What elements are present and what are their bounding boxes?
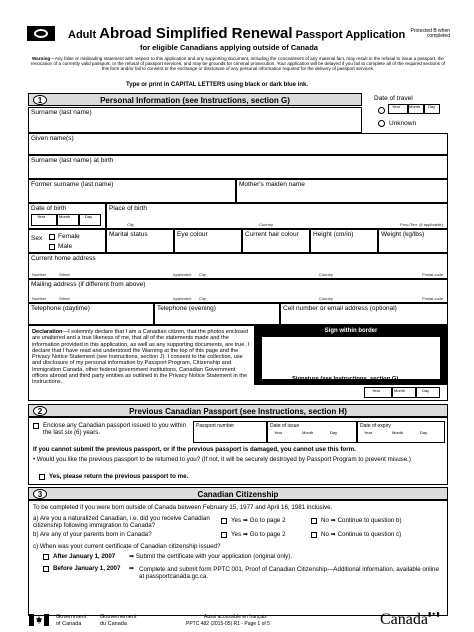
section-2-header [28,404,448,417]
qa-no-checkbox[interactable] [311,518,317,524]
form-logo-icon [27,26,55,41]
mothers-maiden-name-field[interactable]: Mother's maiden name [236,179,448,203]
page-title: Adult Abroad Simplified Renewal Passport Application [68,25,406,42]
male-checkbox[interactable] [49,244,55,250]
gov-en-line1: Government [56,614,87,620]
question-a: a) Are you a naturalized Canadian, i.e. did you receive Canadian citizenship following immigration to Canada? [33,515,210,529]
before-2007-text: Complete and submit form PPTC 001, Proof of Canadian Citizenship—Additional information, available online at passportcanada.gc.ca. [139,566,439,580]
return-passport-label: Yes, please return the previous passport to me. [49,473,189,480]
date-of-travel-radio[interactable] [378,107,385,114]
ink-instruction: Type or print in CAPITAL LETTERS using black or dark blue ink. [126,82,309,88]
citizenship-intro: To be completed if you were born outside of Canada between February 15, 1977 and April 16, 1981 inclusive. [33,504,333,511]
gov-fr-line2: du Canada [100,621,127,627]
qb-yes-label: Yes ➡ Go to page 2 [231,531,286,538]
telephone-daytime-field[interactable]: Telephone (daytime) [28,303,154,325]
french-available-note: Aussi accessible en français [204,614,267,620]
before-2007-label: Before January 1, 2007 [53,565,121,572]
protected-note: Protected B when completed [410,28,450,39]
date-of-travel-label: Date of travel [374,95,413,102]
qa-yes-checkbox[interactable] [221,518,227,524]
signature-date-box[interactable] [256,385,446,399]
sig-month-label: Month [394,388,406,393]
qa-yes-label: Yes ➡ Go to page 2 [231,517,286,524]
date-of-travel-box [364,93,448,133]
given-names-field[interactable]: Given name(s) [28,133,448,155]
section-title: Personal Information (see Instructions, section G) [100,96,290,105]
previous-passport-box [28,417,448,485]
issue-month-label: Month [302,430,314,435]
surname-field[interactable]: Surname (last name) [28,107,362,133]
sign-within-label: Sign within border [324,328,378,334]
would-like-returned-text: • Would you like the previous passport to be returned to you? (If not, it will be securely destroyed by Passport Program to prevent misuse.) [33,456,411,463]
enclose-passport-checkbox[interactable] [33,423,39,429]
dob-year-label: Year [37,214,46,219]
section-number: 2 [33,406,47,416]
question-b: b) Are any of your parents born in Canada? [33,531,152,538]
after-2007-label: After January 1, 2007 [53,553,116,560]
mailing-address-field[interactable]: Mailing address (if different from above) Number Street Apartment City Country Postal code [28,279,448,303]
dot-year-label: Year [392,104,401,109]
sig-day-label: Day [422,388,430,393]
flag-icon: ▮✦▮ [427,612,440,618]
dob-month-label: Month [59,214,71,219]
cannot-submit-text: If you cannot submit the previous passport, or if the previous passport is damaged, you cannot use this form. [33,446,356,453]
before-2007-arrow-icon: ➡ [129,565,135,572]
qb-no-checkbox[interactable] [311,532,317,538]
sex-field: Sex Female Male [28,229,106,253]
surname-at-birth-field[interactable]: Surname (last name) at birth [28,155,448,179]
cell-or-email-field[interactable]: Cell number or email address (optional) [280,303,448,325]
enclose-text: Enclose any Canadian passport issued to you within the last six (6) years. [43,422,187,436]
warning-text: Warning—Any false or misleading statement with respect to this application and any supporting document, including the concealment of any material fact, may result in the refusal to issue a passport, the revocation of a currently valid passport, or the refusal of passport services, and may be grounds for criminal prosecution. Your application will be delayed if you fail to complete all of the required sections of this form and/or fail to consent to the exchange or disclosure of any personal information required for the delivery of passport services. [30,56,446,71]
section-title: Canadian Citizenship [197,490,279,499]
female-checkbox[interactable] [49,234,55,240]
arrow-icon: ➡ [330,531,336,538]
after-2007-text: ➡ Submit the certificate with your application (original only). [129,553,293,560]
place-of-birth-field[interactable]: Place of birth City Country Prov./Terr. (if applicable) [106,203,448,229]
female-label: Female [58,233,80,240]
page-subtitle: for eligible Canadians applying outside of Canada [140,43,318,52]
issue-day-label: Day [330,430,338,435]
eye-colour-field[interactable]: Eye colour [174,229,242,253]
declaration-text: Declaration—I solemnly declare that I am a Canadian citizen, that the photos enclosed are unaltered and a true likeness of me, that all of the statements made and the information provided in this application, as well as any supporting documents, are true. I declare that I have read and understood the Warning at the top of this page and the Privacy Notice Statement (see Instructions, section J). I consent to the collection, use and disclosure of my personal information by Passport Program, Citizenship and Immigration Canada, other federal government institutions, Canadian Government offices abroad and third party entities as outlined in the Privacy Notice Statement in the Instructions. [32,329,250,386]
issue-year-label: Year [274,430,283,435]
qb-no-label: No ➡ Continue to question c) [321,531,402,538]
section-3-header [28,487,448,500]
former-surname-field[interactable]: Former surname (last name) [28,179,236,203]
arrow-icon: ➡ [242,517,249,524]
after-2007-checkbox[interactable] [43,554,49,560]
signature-label: Signature (see Instructions, section G) [292,376,399,382]
section-number: 1 [33,95,47,105]
date-of-birth-field[interactable]: Date of birth Year Month Day [28,203,106,229]
sig-year-label: Year [372,388,381,393]
date-of-issue-field[interactable]: Date of issue Year Month Day [267,421,357,443]
height-field[interactable]: Height (cm/in) [310,229,378,253]
qb-yes-checkbox[interactable] [221,532,227,538]
citizenship-box [28,500,448,616]
passport-number-field[interactable]: Passport number [193,421,267,443]
section-1-header [28,93,362,106]
marital-status-field[interactable]: Marital status [106,229,174,253]
telephone-evening-field[interactable]: Telephone (evening) [154,303,280,325]
date-of-expiry-field[interactable]: Date of expiry Year Month Day [357,421,445,443]
before-2007-checkbox[interactable] [43,566,49,572]
arrow-icon: ➡ [242,531,249,538]
signature-area[interactable] [262,337,440,379]
dob-day-label: Day [85,214,93,219]
arrow-icon: ➡ [330,517,336,524]
canada-wordmark: Canada▮✦▮ [380,611,440,628]
return-passport-checkbox[interactable] [39,474,45,480]
gov-fr-line1: Gouvernement [100,614,137,620]
dot-day-label: Day [428,104,436,109]
expiry-year-label: Year [364,430,373,435]
form-code: PPTC 482 (2015-05) R1 - Page 1 of 5 [186,621,270,627]
expiry-day-label: Day [420,430,428,435]
male-label: Male [58,243,73,250]
unknown-label: Unknown [389,120,417,127]
arrow-icon: ➡ [129,553,135,560]
gov-en-line2: of Canada [56,621,82,627]
qa-no-label: No ➡ Continue to question b) [321,517,402,524]
weight-field[interactable]: Weight (kg/lbs) [378,229,448,253]
section-number: 3 [33,489,47,499]
dot-month-label: Month [409,104,421,109]
section-title: Previous Canadian Passport (see Instructions, section H) [129,407,347,416]
hair-colour-field[interactable]: Current hair colour [242,229,310,253]
expiry-month-label: Month [392,430,404,435]
unknown-radio[interactable] [378,120,385,127]
canada-flag-icon [29,614,49,626]
question-c: c) When was your current certificate of Canadian citizenship issued? [33,543,221,550]
home-address-field[interactable]: Current home address Number Street Apartment City Country Postal code [28,253,448,279]
